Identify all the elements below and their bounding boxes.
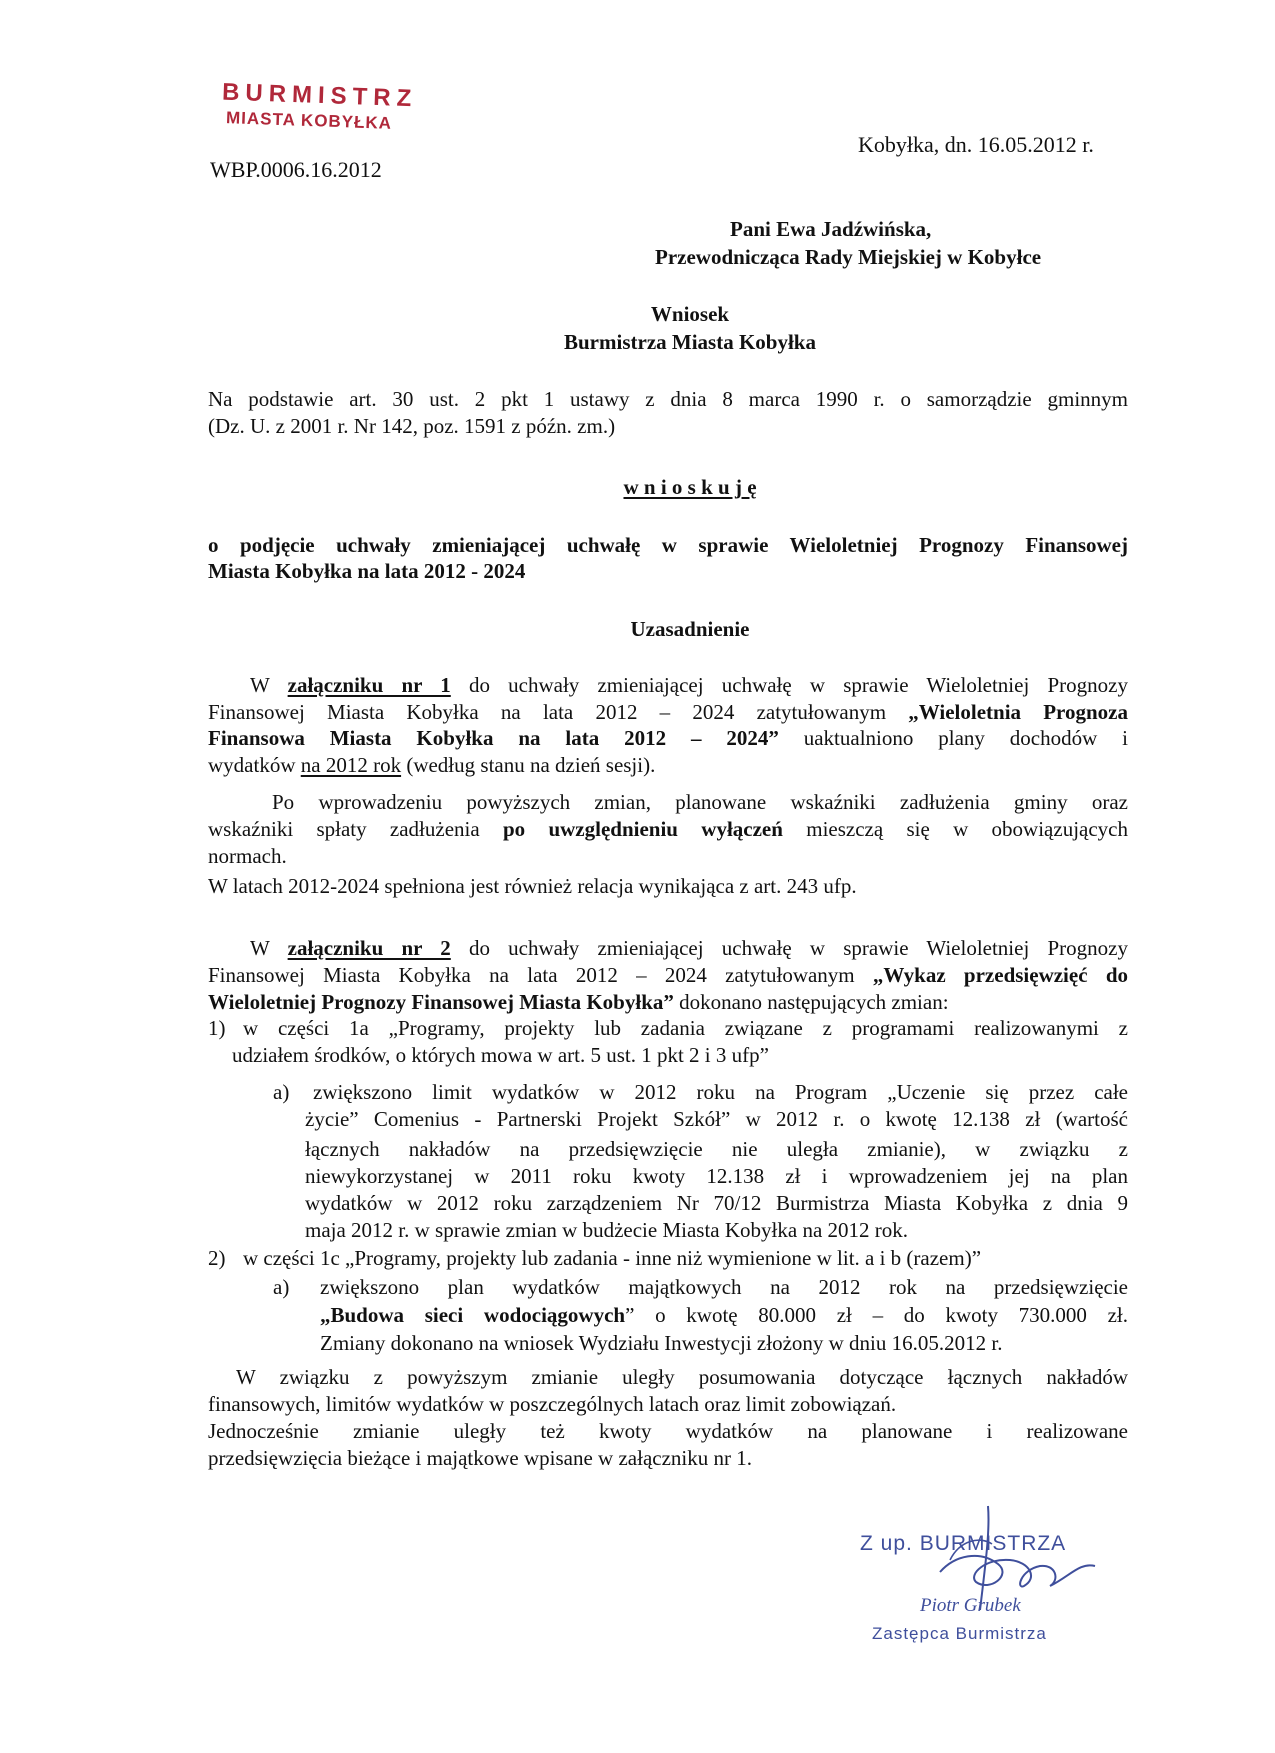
para2-line1: Po wprowadzeniu powyższych zmian, planowane wskaźniki zadłużenia gminy oraz	[272, 790, 1128, 814]
item1a-line6: maja 2012 r. w sprawie zmian w budżecie Miasta Kobyłka na 2012 rok.	[305, 1218, 909, 1242]
item2-number: 2)	[208, 1246, 226, 1270]
document-heading-sub: Burmistrza Miasta Kobyłka	[564, 330, 816, 354]
para2-line2: wskaźniki spłaty zadłużenia po uwzględnieniu wyłączeń mieszczą się w obowiązujących	[208, 817, 1128, 841]
item1-number: 1)	[208, 1016, 226, 1040]
item1a-line2: życie” Comenius - Partnerski Projekt Szkół” w 2012 r. o kwotę 12.138 zł (wartość	[305, 1107, 1128, 1131]
item1a-line1: zwiększono limit wydatków w 2012 roku na Program „Uczenie się przez całe	[313, 1080, 1128, 1104]
para1-line2: Finansowej Miasta Kobyłka na lata 2012 – 2024 zatytułowanym „Wieloletnia Prognoza	[208, 700, 1128, 724]
item1-line2: udziałem środków, o których mowa w art. 5 ust. 1 pkt 2 i 3 ufp”	[232, 1043, 769, 1067]
para1-line3: Finansowa Miasta Kobyłka na lata 2012 – 2024” uaktualniono plany dochodów i	[208, 726, 1128, 750]
item1-line1: w części 1a „Programy, projekty lub zadania związane z programami realizowanymi z	[243, 1016, 1128, 1040]
para1-line1: W załączniku nr 1 do uchwały zmieniającej uchwałę w sprawie Wieloletniej Prognozy	[250, 673, 1128, 697]
mayor-stamp-line1: BURMISTRZ	[221, 78, 418, 113]
item1a-line5: wydatków w 2012 roku zarządzeniem Nr 70/12 Burmistrza Miasta Kobyłka z dnia 9	[305, 1191, 1128, 1215]
justification-title: Uzasadnienie	[630, 617, 750, 641]
legal-basis-line1: Na podstawie art. 30 ust. 2 pkt 1 ustawy z dnia 8 marca 1990 r. o samorządzie gminnym	[208, 387, 1128, 411]
closing-line4: przedsięwzięcia bieżące i majątkowe wpisane w załączniku nr 1.	[208, 1446, 752, 1470]
place-date: Kobyłka, dn. 16.05.2012 r.	[858, 132, 1094, 157]
item2a-line3: Zmiany dokonano na wniosek Wydziału Inwestycji złożony w dniu 16.05.2012 r.	[320, 1331, 1003, 1355]
subject-line2: Miasta Kobyłka na lata 2012 - 2024	[208, 559, 526, 583]
para2-line4: W latach 2012-2024 spełniona jest również relacja wynikająca z art. 243 ufp.	[208, 874, 857, 898]
handwritten-signature	[920, 1500, 1120, 1620]
mayor-stamp-line2: MIASTA KOBYŁKA	[225, 108, 393, 133]
item2a-line2: „Budowa sieci wodociągowych” o kwotę 80.000 zł – do kwoty 730.000 zł.	[320, 1303, 1129, 1327]
item2-line1: w części 1c „Programy, projekty lub zadania - inne niż wymienione w lit. a i b (razem)”	[243, 1246, 982, 1270]
closing-line2: finansowych, limitów wydatków w poszczególnych latach oraz limit zobowiązań.	[208, 1392, 897, 1416]
reference-number: WBP.0006.16.2012	[210, 157, 382, 182]
signature-stamp-line1: Z up. BURMISTRZA	[860, 1532, 1067, 1555]
para3-line1: W załączniku nr 2 do uchwały zmieniającej uchwałę w sprawie Wieloletniej Prognozy	[250, 936, 1128, 960]
para2-line3: normach.	[208, 844, 287, 868]
signature-stamp-title: Zastępca Burmistrza	[872, 1624, 1047, 1643]
closing-line1: W związku z powyższym zmianie uległy posumowania dotyczące łącznych nakładów	[236, 1365, 1128, 1389]
document-heading: Wniosek	[650, 302, 730, 326]
subject-line1: o podjęcie uchwały zmieniającej uchwałę w sprawie Wieloletniej Prognozy Finansowej	[208, 533, 1128, 557]
signature-stamp-name: Piotr Grubek	[920, 1595, 1021, 1616]
item1a-letter: a)	[273, 1080, 290, 1104]
item2a-letter: a)	[273, 1275, 290, 1299]
request-word: w n i o s k u j ę	[623, 475, 757, 499]
addressee-name: Pani Ewa Jadźwińska,	[730, 217, 932, 241]
addressee-title: Przewodnicząca Rady Miejskiej w Kobyłce	[655, 245, 1042, 269]
item1a-line3: łącznych nakładów na przedsięwzięcie nie uległa zmianie), w związku z	[305, 1137, 1128, 1161]
item2a-line1: zwiększono plan wydatków majątkowych na 2012 rok na przedsięwzięcie	[320, 1275, 1128, 1299]
closing-line3: Jednocześnie zmianie uległy też kwoty wydatków na planowane i realizowane	[208, 1419, 1128, 1443]
legal-basis-line2: (Dz. U. z 2001 r. Nr 142, poz. 1591 z późn. zm.)	[208, 414, 616, 438]
para3-line3: Wieloletniej Prognozy Finansowej Miasta Kobyłka” dokonano następujących zmian:	[208, 990, 949, 1014]
para1-line4: wydatków na 2012 rok (według stanu na dzień sesji).	[208, 753, 656, 777]
item1a-line4: niewykorzystanej w 2011 roku kwoty 12.138 zł i wprowadzeniem jej na plan	[305, 1164, 1128, 1188]
para3-line2: Finansowej Miasta Kobyłka na lata 2012 – 2024 zatytułowanym „Wykaz przedsięwzięć do	[208, 963, 1128, 987]
